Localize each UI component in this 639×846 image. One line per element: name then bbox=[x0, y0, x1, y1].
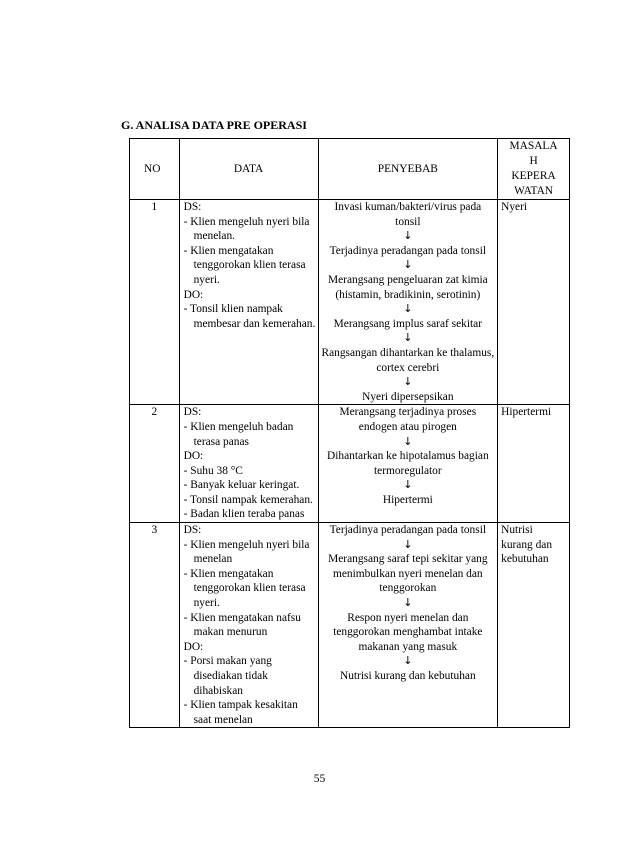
data-item: - Klien mengatakan tenggorokan klien terasa nyeri. bbox=[183, 244, 306, 286]
arrow-down-icon: ↓ bbox=[403, 654, 413, 668]
data-item: - Klien mengeluh nyeri bila menelan. bbox=[183, 215, 310, 243]
masalah-cell bbox=[498, 523, 570, 728]
arrow-down-icon: ↓ bbox=[403, 302, 413, 316]
masalah-cell bbox=[498, 200, 570, 405]
table-row bbox=[130, 523, 570, 728]
page-number: 55 bbox=[313, 773, 326, 785]
header-penyebab: PENYEBAB bbox=[318, 139, 498, 200]
data-label: DO: bbox=[183, 640, 204, 653]
header-masalah-keperawatan bbox=[498, 139, 570, 200]
penyebab-step: Rangsangan dihantarkan ke thalamus, cortex cerebri bbox=[321, 346, 495, 374]
table-header-row bbox=[130, 139, 570, 200]
arrow-down-icon: ↓ bbox=[403, 596, 413, 610]
data-label: DS: bbox=[183, 201, 202, 213]
section-heading: G. ANALISA DATA PRE OPERASI bbox=[121, 118, 307, 132]
data-item: - Badan klien teraba panas bbox=[183, 508, 305, 521]
data-item: - Klien mengeluh badan terasa panas bbox=[183, 420, 294, 448]
data-item: - Porsi makan yang disediakan tidak dihabiskan bbox=[183, 655, 272, 697]
header-masalah-line: KEPERA bbox=[511, 170, 556, 182]
penyebab-step: Invasi kuman/bakteri/virus pada tonsil bbox=[334, 201, 482, 228]
data-item: - Klien mengatakan tenggorokan klien terasa nyeri. bbox=[183, 567, 306, 610]
penyebab-step: Merangsang pengeluaran zat kimia bbox=[327, 273, 488, 286]
arrow-down-icon: ↓ bbox=[403, 258, 413, 272]
data-item: - Tonsil klien nampak membesar dan kemerahan. bbox=[183, 303, 316, 330]
data-item: - Klien mengeluh nyeri bila menelan bbox=[183, 538, 310, 566]
analisa-data-table bbox=[129, 138, 570, 728]
penyebab-step: Merangsang implus saraf sekitar bbox=[333, 317, 483, 330]
data-item: - Suhu 38 °C bbox=[183, 464, 243, 477]
arrow-down-icon: ↓ bbox=[403, 229, 413, 243]
penyebab-step: Merangsang saraf tepi sekitar yang menimbulkan nyeri menelan dan tenggorokan bbox=[328, 553, 488, 595]
penyebab-step: Respon nyeri menelan dan tenggorokan menghambat intake makanan yang masuk bbox=[333, 611, 483, 653]
penyebab-cell bbox=[318, 405, 498, 523]
data-item: - Klien tampak kesakitan saat menelan bbox=[183, 699, 298, 726]
penyebab-step: Terjadinya peradangan pada tonsil bbox=[329, 524, 487, 537]
row-number: 3 bbox=[130, 523, 180, 728]
data-item: - Klien mengatakan nafsu makan menurun bbox=[183, 611, 301, 639]
penyebab-step: Merangsang terjadinya proses endogen atau pirogen bbox=[339, 406, 477, 433]
row-number: 2 bbox=[130, 405, 180, 523]
penyebab-cell bbox=[318, 523, 498, 728]
data-item: - Banyak keluar keringat. bbox=[183, 479, 300, 492]
penyebab-step: Nyeri dipersepsikan bbox=[362, 390, 454, 403]
penyebab-step: (histamin, bradikinin, serotinin) bbox=[335, 288, 481, 301]
penyebab-step: Dihantarkan ke hipotalamus bagian termoregulator bbox=[327, 450, 489, 477]
arrow-down-icon: ↓ bbox=[403, 478, 413, 492]
row-number: 1 bbox=[130, 200, 180, 405]
data-label: DS: bbox=[183, 406, 202, 419]
masalah-text: Nyeri bbox=[501, 201, 528, 213]
penyebab-cell bbox=[318, 200, 498, 405]
header-no: NO bbox=[130, 139, 180, 200]
table-row bbox=[130, 405, 570, 523]
table-row bbox=[130, 200, 570, 405]
data-cell bbox=[179, 200, 318, 405]
masalah-text: Nutrisi bbox=[501, 524, 533, 537]
data-cell bbox=[179, 405, 318, 523]
header-data: DATA bbox=[179, 139, 318, 200]
data-item: - Tonsil nampak kemerahan. bbox=[183, 493, 313, 506]
masalah-text: kurang dan bbox=[501, 538, 553, 551]
data-label: DO: bbox=[183, 450, 204, 463]
arrow-down-icon: ↓ bbox=[403, 331, 413, 345]
masalah-text: Hipertermi bbox=[501, 406, 552, 419]
penyebab-step: Terjadinya peradangan pada tonsil bbox=[329, 244, 487, 257]
data-label: DO: bbox=[183, 288, 204, 301]
masalah-cell bbox=[498, 405, 570, 523]
header-masalah-line: MASALA bbox=[509, 140, 558, 152]
data-cell bbox=[179, 523, 318, 728]
penyebab-step: Hipertermi bbox=[382, 493, 433, 506]
header-masalah-line: WATAN bbox=[514, 185, 554, 197]
arrow-down-icon: ↓ bbox=[403, 375, 413, 389]
penyebab-step: Nutrisi kurang dan kebutuhan bbox=[339, 670, 476, 682]
masalah-text: kebutuhan bbox=[501, 553, 549, 566]
arrow-down-icon: ↓ bbox=[403, 434, 413, 448]
data-label: DS: bbox=[183, 524, 202, 537]
header-masalah-line: H bbox=[529, 155, 538, 167]
arrow-down-icon: ↓ bbox=[403, 537, 413, 551]
